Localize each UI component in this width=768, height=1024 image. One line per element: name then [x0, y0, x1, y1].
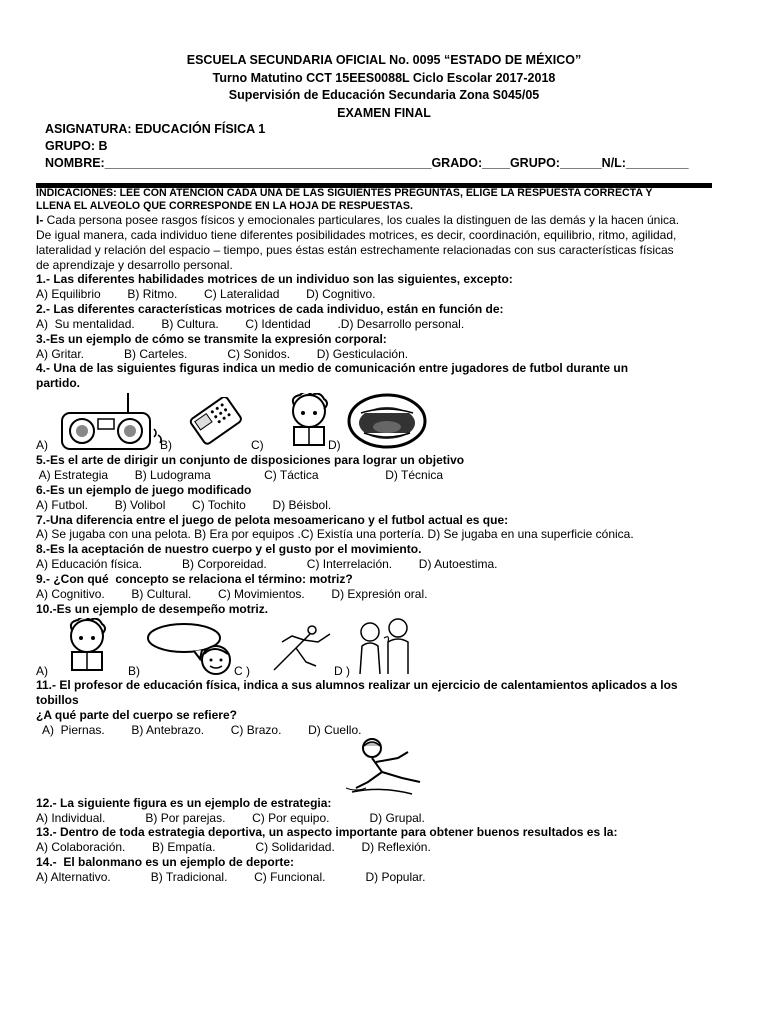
- answers-3: A) Gritar. B) Carteles. C) Sonidos. D) Gesticulación.: [36, 346, 409, 361]
- intro-line-4: de aprendizaje y desarrollo personal.: [36, 257, 233, 272]
- intro-line-1: [36, 213, 716, 228]
- question-4: 4.- Una de las siguientes figuras indica un medio de comunicación entre jugadores de futbol durante un: [36, 361, 629, 376]
- intro-paragraph: [36, 213, 716, 272]
- exam-title: EXAMEN FINAL: [337, 105, 431, 120]
- answers-8: A) Educación física. B) Corporeidad. C) Interrelación. D) Autoestima.: [36, 557, 498, 572]
- subject: ASIGNATURA: EDUCACIÓN FÍSICA 1: [45, 122, 266, 136]
- supervision: Supervisión de Educación Secundaria Zona S045/05: [228, 88, 540, 102]
- child-reading-icon: [52, 618, 122, 674]
- question-1: 1.- Las diferentes habilidades motrices de un individuo son las siguientes, excepto:: [36, 272, 513, 287]
- question-11-cont: tobillos: [36, 693, 79, 708]
- intro-line-2: De igual manera, cada individuo tiene diferentes posibilidades motrices, es decir, coordinación, equilibrio, ritmo, agilidad,: [36, 227, 677, 242]
- runner-icon: [254, 620, 334, 674]
- question-10-figures: [36, 616, 716, 678]
- name-line: NOMBRE:_______________________________________________GRADO:____GRUPO:______N/L:_________: [45, 156, 689, 170]
- school-name: ESCUELA SECUNDARIA OFICIAL No. 0095 “ESTADO DE MÉXICO”: [186, 53, 582, 67]
- instructions: [36, 187, 716, 213]
- instructions-line-1: INDICACIONES: LEE CON ATENCION CADA UNA DE LAS SIGUIENTES PREGUNTAS, ELIGE LA RESPUESTA CORRECTA Y: [36, 187, 653, 199]
- question-5: 5.-Es el arte de dirigir un conjunto de disposiciones para lograr un objetivo: [36, 453, 465, 468]
- question-9: 9.- ¿Con qué concepto se relaciona el término: motriz?: [36, 571, 353, 586]
- question-13: 13.- Dentro de toda estrategia deportiva, un aspecto importante para obtener buenos resultados es la:: [36, 825, 618, 840]
- option-a-label: A): [36, 663, 48, 678]
- option-b-label: B): [160, 438, 172, 453]
- answers-9: A) Cognitivo. B) Cultural. C) Movimientos. D) Expresión oral.: [36, 586, 428, 601]
- question-11-sub: ¿A qué parte del cuerpo se refiere?: [36, 708, 237, 723]
- student-info: [45, 121, 689, 172]
- answers-11: A) Piernas. B) Antebrazo. C) Brazo. D) Cuello.: [36, 722, 362, 737]
- intro-line-3: lateralidad y relación del espacio – tiempo, pues éstas están estrechamente relacionadas con sus características físicas: [36, 242, 674, 257]
- option-b-label: B): [128, 663, 140, 678]
- question-3: 3.-Es un ejemplo de cómo se transmite la expresión corporal:: [36, 331, 387, 346]
- answers-13: A) Colaboración. B) Empatía. C) Solidaridad. D) Reflexión.: [36, 840, 431, 855]
- question-8: 8.-Es la aceptación de nuestro cuerpo y el gusto por el movimiento.: [36, 542, 422, 557]
- answers-12: A) Individual. B) Por parejas. C) Por equipo. D) Grupal.: [36, 810, 425, 825]
- question-4-cont: partido.: [36, 376, 80, 391]
- answers-6: A) Futbol. B) Volibol C) Tochito D) Béisbol.: [36, 497, 332, 512]
- question-2: 2.- Las diferentes características motrices de cada individuo, están en función de:: [36, 302, 504, 317]
- answers-14: A) Alternativo. B) Tradicional. C) Funcional. D) Popular.: [36, 870, 426, 884]
- question-6: 6.-Es un ejemplo de juego modificado: [36, 482, 252, 497]
- mouth-icon: [346, 393, 428, 449]
- answers-5: A) Estrategia B) Ludograma C) Táctica D) Técnica: [36, 467, 444, 482]
- instructions-line-2: LLENA EL ALVEOLO QUE CORRESPONDE EN LA HOJA DE RESPUESTAS.: [36, 200, 413, 212]
- intro-roman: I-: [36, 213, 44, 227]
- option-d-label: D): [328, 438, 341, 453]
- shift-cct: Turno Matutino CCT 15EES0088L Ciclo Escolar 2017-2018: [212, 70, 556, 85]
- answers-1: A) Equilibrio B) Ritmo. C) Lateralidad D) Cognitivo.: [36, 287, 376, 302]
- option-a-label: A): [36, 438, 48, 453]
- answers-2: A) Su mentalidad. B) Cultura. C) Identidad .D) Desarrollo personal.: [36, 316, 465, 331]
- option-d-label: D ): [334, 663, 350, 678]
- option-c-label: C ): [234, 663, 250, 678]
- skater-icon: [342, 738, 434, 796]
- two-people-talking-icon: [354, 616, 414, 674]
- intro-text-1: Cada persona posee rasgos físicos y emocionales particulares, los cuales la distinguen de las demás y la hacen única.: [43, 213, 680, 227]
- question-12: 12.- La siguiente figura es un ejemplo de estrategia:: [36, 795, 332, 810]
- radio-icon: [58, 391, 168, 453]
- question-10: 10.-Es un ejemplo de desempeño motriz.: [36, 601, 269, 616]
- question-11: 11.- El profesor de educación física, indica a sus alumnos realizar un ejercicio de calentamientos aplicados a los: [36, 678, 678, 693]
- question-7: 7.-Una diferencia entre el juego de pelota mesoamericano y el futbol actual es que:: [36, 512, 509, 527]
- exam-body: [36, 187, 716, 885]
- exam-header: [0, 52, 768, 122]
- option-c-label: C): [251, 438, 264, 453]
- question-12-figure-row: [36, 738, 716, 796]
- question-14: 14.- El balonmano es un ejemplo de deporte:: [36, 855, 295, 870]
- answers-7: A) Se jugaba con una pelota. B) Era por equipos .C) Existía una portería. D) Se jugaba en una superficie cónica.: [36, 527, 634, 542]
- group: GRUPO: B: [45, 139, 108, 153]
- cell-phone-icon: [181, 397, 253, 447]
- question-4-figures: [36, 391, 716, 453]
